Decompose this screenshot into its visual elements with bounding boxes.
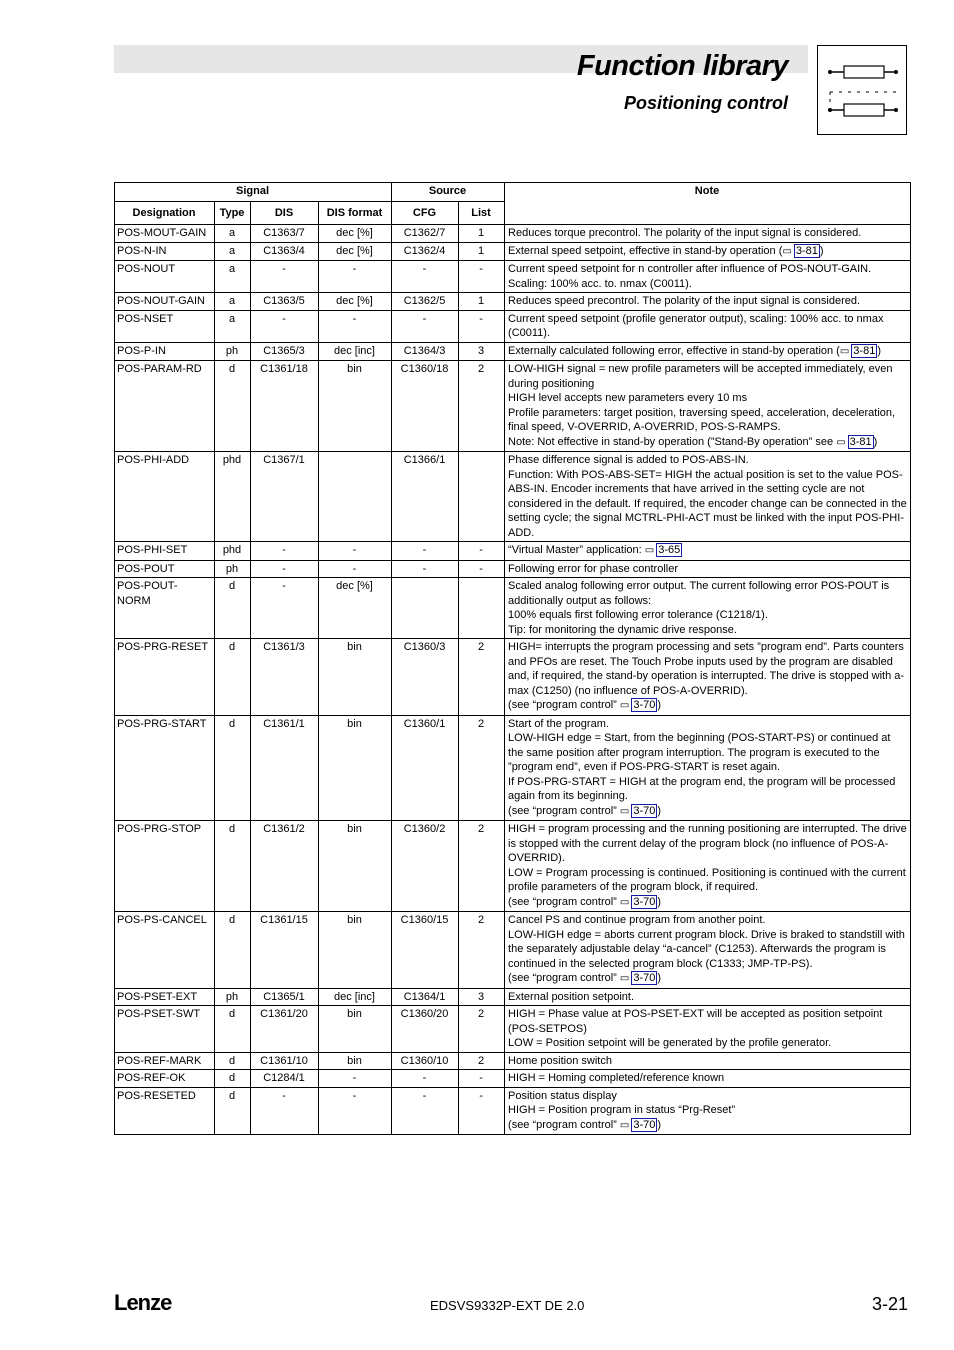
table-row — [115, 261, 911, 293]
note-text-after: ) — [657, 895, 662, 908]
note-line — [508, 1054, 907, 1069]
note-line — [508, 895, 907, 911]
cell-dis-format: - — [319, 542, 392, 561]
cell-cfg: C1360/15 — [392, 912, 459, 989]
table-row — [115, 912, 911, 989]
cell-list: 2 — [459, 821, 505, 912]
note-text: Tip: for monitoring the dynamic drive response. — [508, 623, 737, 636]
cell-dis-format: bin — [319, 1006, 392, 1053]
cell-dis: C1361/3 — [251, 639, 319, 716]
cell-cfg: C1366/1 — [392, 452, 459, 542]
cell-note — [505, 1087, 911, 1135]
signal-table — [114, 182, 911, 1135]
note-text: HIGH = program processing and the running positioning are interrupted. The drive is stopped with the current delay of the program block (no influence of POS-A-OVERRID). — [508, 823, 907, 864]
cell-dis-format: bin — [319, 912, 392, 989]
cell-type: d — [215, 639, 251, 716]
cell-designation: POS-PHI-SET — [115, 542, 215, 561]
source-group-header: Source — [392, 183, 505, 202]
cell-note — [505, 293, 911, 311]
signal-group-header: Signal — [115, 183, 392, 202]
table-row — [115, 1070, 911, 1088]
cell-designation: POS-PRG-STOP — [115, 821, 215, 912]
note-text: HIGH level accepts new parameters every 10 ms — [508, 392, 748, 404]
page-subtitle: Positioning control — [624, 93, 788, 113]
note-text: Cancel PS and continue program from another point. — [508, 914, 766, 926]
table-row — [115, 310, 911, 342]
note-text-after: ) — [657, 804, 662, 817]
note-line — [508, 543, 907, 559]
table-row — [115, 361, 911, 452]
cell-cfg: C1360/3 — [392, 639, 459, 716]
note-text: (see “program control” — [508, 699, 620, 711]
cell-designation: POS-PSET-SWT — [115, 1006, 215, 1053]
cell-dis-format: dec [inc] — [319, 988, 392, 1006]
cell-designation: POS-NOUT-GAIN — [115, 293, 215, 311]
table-row — [115, 1087, 911, 1135]
cell-cfg: - — [392, 1070, 459, 1088]
cell-cfg: C1362/4 — [392, 242, 459, 261]
document-id: EDSVS9332P-EXT DE 2.0 — [430, 1298, 585, 1313]
cell-note — [505, 452, 911, 542]
note-text: (see “program control” — [508, 1118, 620, 1131]
cell-designation: POS-NSET — [115, 310, 215, 342]
cell-type: a — [215, 242, 251, 261]
cell-dis: C1361/2 — [251, 821, 319, 912]
table-row — [115, 293, 911, 311]
cell-note — [505, 560, 911, 578]
cell-list: - — [459, 261, 505, 293]
cell-cfg: C1360/18 — [392, 361, 459, 452]
page-reference-link[interactable]: 3-70 — [633, 895, 656, 908]
cell-dis: - — [251, 560, 319, 578]
cell-dis: C1363/5 — [251, 293, 319, 311]
cell-designation: POS-POUT — [115, 560, 215, 578]
note-line — [508, 913, 907, 928]
cell-dis: C1284/1 — [251, 1070, 319, 1088]
note-text: Home position switch — [508, 1054, 612, 1067]
cell-note — [505, 342, 911, 361]
note-line — [508, 608, 907, 623]
cell-dis-format: dec [%] — [319, 293, 392, 311]
note-line — [508, 623, 907, 638]
note-text: Function: With POS-ABS-SET= HIGH the actual position is set to the value POS-ABS-IN. Encoder increments that have arrived in the setting cycle are not considered in the default. If required, the encoder change can be connected in the setting cycle; the signal MCTRL-PHI-ACT must be linked with the input POS-PHI-ADD. — [508, 468, 907, 539]
note-line — [508, 1036, 907, 1051]
cell-list: 3 — [459, 988, 505, 1006]
cell-dis-format: dec [%] — [319, 225, 392, 243]
page-reference-link[interactable]: 3-70 — [633, 1118, 656, 1131]
cell-list: 1 — [459, 293, 505, 311]
table-row — [115, 452, 911, 542]
note-text: Reduces torque precontrol. The polarity of the input signal is considered. — [508, 227, 862, 239]
cell-dis: C1365/1 — [251, 988, 319, 1006]
book-icon: ▭ — [839, 345, 850, 357]
note-text: Current speed setpoint for n controller after influence of POS-NOUT-GAIN. Scaling: 100% acc. to. nmax (C0011). — [508, 263, 872, 290]
cell-dis: - — [251, 1087, 319, 1135]
table-row — [115, 821, 911, 912]
table-row — [115, 1052, 911, 1070]
note-text-after: ) — [873, 435, 878, 448]
cell-type: d — [215, 1052, 251, 1070]
cell-designation: POS-PRG-START — [115, 715, 215, 821]
cfg-header: CFG — [392, 202, 459, 225]
note-text: Position status display — [508, 1089, 617, 1102]
table-row — [115, 639, 911, 716]
note-line — [508, 344, 907, 360]
cell-designation: POS-PRG-RESET — [115, 639, 215, 716]
cell-dis-format: bin — [319, 361, 392, 452]
cell-type: d — [215, 578, 251, 639]
cell-note — [505, 821, 911, 912]
book-icon: ▭ — [644, 545, 655, 556]
cell-cfg — [392, 578, 459, 639]
note-text: (see “program control” — [508, 895, 620, 908]
note-line — [508, 804, 907, 820]
cell-list: - — [459, 310, 505, 342]
cell-dis: C1363/4 — [251, 242, 319, 261]
cell-dis: - — [251, 310, 319, 342]
cell-dis: C1361/20 — [251, 1006, 319, 1053]
cell-dis: C1363/7 — [251, 225, 319, 243]
page-reference-link[interactable]: 3-81 — [849, 435, 872, 448]
cell-dis-format: bin — [319, 821, 392, 912]
cell-dis: C1361/18 — [251, 361, 319, 452]
note-text: (see “program control” — [508, 804, 620, 817]
cell-type: d — [215, 1006, 251, 1053]
note-line — [508, 362, 907, 391]
note-text: External speed setpoint, effective in stand-by operation ( — [508, 244, 783, 257]
function-block-icon — [817, 45, 907, 135]
cell-type: ph — [215, 988, 251, 1006]
note-line — [508, 453, 907, 468]
table-row — [115, 342, 911, 361]
note-line — [508, 226, 907, 241]
cell-note — [505, 988, 911, 1006]
cell-list: 2 — [459, 715, 505, 821]
cell-list: 2 — [459, 639, 505, 716]
cell-dis-format: bin — [319, 639, 392, 716]
note-text: Note: Not effective in stand-by operation (”Stand-By operation” see — [508, 435, 837, 448]
cell-list: 2 — [459, 361, 505, 452]
cell-designation: POS-P-IN — [115, 342, 215, 361]
note-text-after: ) — [657, 699, 662, 711]
cell-dis: C1361/10 — [251, 1052, 319, 1070]
page-reference-link[interactable]: 3-81 — [853, 344, 876, 357]
cell-type: a — [215, 310, 251, 342]
book-icon: ▭ — [619, 805, 630, 817]
cell-dis: C1361/15 — [251, 912, 319, 989]
cell-note — [505, 310, 911, 342]
cell-dis-format: dec [%] — [319, 578, 392, 639]
cell-note — [505, 361, 911, 452]
cell-list: 2 — [459, 1052, 505, 1070]
list-header: List — [459, 202, 505, 225]
note-line — [508, 990, 907, 1005]
note-line — [508, 731, 907, 775]
type-header: Type — [215, 202, 251, 225]
book-icon: ▭ — [619, 973, 630, 984]
cell-cfg: - — [392, 1087, 459, 1135]
note-line — [508, 866, 907, 895]
note-line — [508, 640, 907, 698]
table-row — [115, 988, 911, 1006]
page-title: Function library — [576, 50, 788, 82]
cell-dis-format: - — [319, 1087, 392, 1135]
cell-type: d — [215, 1070, 251, 1088]
table-row — [115, 225, 911, 243]
page-number: 3-21 — [871, 1294, 908, 1314]
note-text: HIGH= interrupts the program processing and sets ”program end”. Parts counters and PFOs are reset. The Touch Probe inputs used by the program are disabled and, if required, the stand-by operation is interrupted. The drive is stopped with a-max (C1250) (no influence of POS-A-OVERRID). — [508, 641, 905, 697]
cell-type: a — [215, 293, 251, 311]
note-line — [508, 717, 907, 732]
note-text: HIGH = Phase value at POS-PSET-EXT will be accepted as position setpoint (POS-SETPOS) — [508, 1008, 883, 1035]
note-text-after: ) — [877, 344, 881, 357]
cell-type: ph — [215, 342, 251, 361]
cell-note — [505, 1070, 911, 1088]
note-text: Current speed setpoint (profile generator output), scaling: 100% acc. to nmax (C0011). — [508, 312, 884, 339]
cell-designation: POS-PS-CANCEL — [115, 912, 215, 989]
cell-dis-format: bin — [319, 1052, 392, 1070]
note-line — [508, 579, 907, 608]
note-text: LOW-HIGH edge = aborts current program block. Drive is braked to standstill with the separately adjustable delay “a-cancel” (C1253). Afterwards the program is continued in the selected program block (C1333; JMP-TP-PS). — [508, 928, 905, 970]
note-text: HIGH = Homing completed/reference known — [508, 1072, 725, 1084]
table-row — [115, 578, 911, 639]
note-text: Profile parameters: target position, traversing speed, acceleration, deceleration, final speed, V-OVERRID, A-OVERRID, POS-S-RAMPS. — [508, 406, 896, 433]
note-line — [508, 928, 907, 972]
cell-type: d — [215, 361, 251, 452]
cell-type: ph — [215, 560, 251, 578]
note-text: “Virtual Master” application: — [508, 544, 645, 556]
note-line — [508, 312, 907, 341]
note-line — [508, 1103, 907, 1118]
note-text: LOW-HIGH edge = Start, from the beginning (POS-START-PS) or continued at the same position after program interruption. The program is executed to the ”program end”, even if POS-PRG-START is reset again. — [508, 732, 891, 773]
cell-dis-format: - — [319, 560, 392, 578]
note-text: External position setpoint. — [508, 990, 634, 1003]
cell-cfg: C1360/1 — [392, 715, 459, 821]
note-line — [508, 775, 907, 804]
cell-type: a — [215, 225, 251, 243]
page-reference-link[interactable]: 3-70 — [633, 804, 656, 817]
page-reference-link[interactable]: 3-81 — [795, 244, 818, 257]
note-line — [508, 468, 907, 541]
note-line — [508, 1007, 907, 1036]
note-text: HIGH = Position program in status “Prg-Reset” — [508, 1104, 736, 1116]
table-row — [115, 242, 911, 261]
cell-type: d — [215, 715, 251, 821]
note-text: (see “program control” — [508, 972, 620, 984]
cell-designation: POS-MOUT-GAIN — [115, 225, 215, 243]
note-line — [508, 406, 907, 435]
cell-designation: POS-NOUT — [115, 261, 215, 293]
cell-note — [505, 542, 911, 561]
book-icon: ▭ — [619, 896, 630, 908]
table-row — [115, 560, 911, 578]
cell-designation: POS-POUT-NORM — [115, 578, 215, 639]
cell-dis-format: dec [inc] — [319, 342, 392, 361]
cell-list: - — [459, 1070, 505, 1088]
note-line — [508, 244, 907, 260]
cell-dis: C1367/1 — [251, 452, 319, 542]
cell-list: 1 — [459, 225, 505, 243]
note-line — [508, 698, 907, 714]
note-line — [508, 391, 907, 406]
cell-cfg: C1362/7 — [392, 225, 459, 243]
note-text: If POS-PRG-START = HIGH at the program end, the program will be processed again from its beginning. — [508, 775, 896, 802]
cell-list: 2 — [459, 912, 505, 989]
cell-cfg: C1360/10 — [392, 1052, 459, 1070]
note-line — [508, 1089, 907, 1104]
book-icon: ▭ — [619, 1119, 630, 1131]
note-text: Reduces speed precontrol. The polarity of the input signal is considered. — [508, 295, 861, 307]
book-icon: ▭ — [782, 245, 792, 257]
cell-list: - — [459, 1087, 505, 1135]
cell-dis: C1365/3 — [251, 342, 319, 361]
note-line — [508, 262, 907, 291]
cell-note — [505, 912, 911, 989]
cell-dis-format — [319, 452, 392, 542]
table-row — [115, 715, 911, 821]
note-text: LOW = Program processing is continued. Positioning is continued with the current profile parameters of the program block, if required. — [508, 866, 906, 893]
table-row — [115, 542, 911, 561]
dis-format-header: DIS format — [319, 202, 392, 225]
note-line — [508, 1118, 907, 1134]
cell-cfg: C1364/1 — [392, 988, 459, 1006]
note-text-after: ) — [657, 1118, 662, 1131]
signal-table-body — [115, 225, 911, 1135]
cell-cfg: - — [392, 542, 459, 561]
cell-designation: POS-PSET-EXT — [115, 988, 215, 1006]
cell-cfg: - — [392, 310, 459, 342]
page-reference-link[interactable]: 3-65 — [658, 544, 681, 556]
note-text: Start of the program. — [508, 717, 609, 730]
cell-list — [459, 578, 505, 639]
note-text: 100% equals first following error tolerance (C1218/1). — [508, 609, 768, 621]
cell-dis: - — [251, 261, 319, 293]
designation-header: Designation — [115, 202, 215, 225]
cell-designation: POS-PARAM-RD — [115, 361, 215, 452]
cell-dis: C1361/1 — [251, 715, 319, 821]
cell-dis: - — [251, 542, 319, 561]
cell-cfg: C1360/20 — [392, 1006, 459, 1053]
cell-cfg: C1362/5 — [392, 293, 459, 311]
note-text: Phase difference signal is added to POS-ABS-IN. — [508, 454, 749, 466]
cell-dis-format: - — [319, 310, 392, 342]
cell-note — [505, 1006, 911, 1053]
note-text: Following error for phase controller — [508, 562, 678, 575]
cell-dis-format: - — [319, 261, 392, 293]
note-line — [508, 562, 907, 577]
note-text: Externally calculated following error, effective in stand-by operation ( — [508, 344, 840, 357]
note-line — [508, 822, 907, 866]
page-reference-link[interactable]: 3-70 — [633, 972, 656, 984]
cell-dis-format: - — [319, 1070, 392, 1088]
cell-note — [505, 242, 911, 261]
cell-note — [505, 1052, 911, 1070]
note-header: Note — [505, 183, 911, 225]
book-icon: ▭ — [836, 436, 846, 448]
lenze-logo: Lenze — [114, 1290, 172, 1315]
cell-designation: POS-N-IN — [115, 242, 215, 261]
note-text: Scaled analog following error output. The current following error POS-POUT is additionally output as follows: — [508, 580, 890, 607]
book-icon: ▭ — [619, 700, 630, 711]
note-line — [508, 971, 907, 987]
cell-cfg: C1360/2 — [392, 821, 459, 912]
cell-type: d — [215, 821, 251, 912]
table-row — [115, 1006, 911, 1053]
cell-note — [505, 578, 911, 639]
note-text-after: ) — [657, 972, 662, 984]
cell-note — [505, 225, 911, 243]
cell-list: 1 — [459, 242, 505, 261]
cell-designation: POS-REF-MARK — [115, 1052, 215, 1070]
note-line — [508, 1071, 907, 1086]
note-text: LOW = Position setpoint will be generated by the profile generator. — [508, 1037, 832, 1049]
cell-designation: POS-PHI-ADD — [115, 452, 215, 542]
cell-list: - — [459, 542, 505, 561]
cell-note — [505, 715, 911, 821]
note-line — [508, 294, 907, 309]
note-text-after: ) — [819, 244, 824, 257]
cell-cfg: C1364/3 — [392, 342, 459, 361]
page-reference-link[interactable]: 3-70 — [633, 699, 656, 711]
note-line — [508, 435, 907, 451]
cell-list: 2 — [459, 1006, 505, 1053]
cell-type: phd — [215, 452, 251, 542]
dis-header: DIS — [251, 202, 319, 225]
cell-list: - — [459, 560, 505, 578]
cell-dis-format: bin — [319, 715, 392, 821]
cell-cfg: - — [392, 560, 459, 578]
cell-note — [505, 639, 911, 716]
cell-dis-format: dec [%] — [319, 242, 392, 261]
cell-note — [505, 261, 911, 293]
cell-dis: - — [251, 578, 319, 639]
cell-type: a — [215, 261, 251, 293]
cell-designation: POS-RESETED — [115, 1087, 215, 1135]
cell-designation: POS-REF-OK — [115, 1070, 215, 1088]
cell-type: phd — [215, 542, 251, 561]
cell-type: d — [215, 1087, 251, 1135]
cell-type: d — [215, 912, 251, 989]
cell-list — [459, 452, 505, 542]
cell-list: 3 — [459, 342, 505, 361]
cell-cfg: - — [392, 261, 459, 293]
note-text: LOW-HIGH signal = new profile parameters will be accepted immediately, even during positioning — [508, 363, 893, 390]
